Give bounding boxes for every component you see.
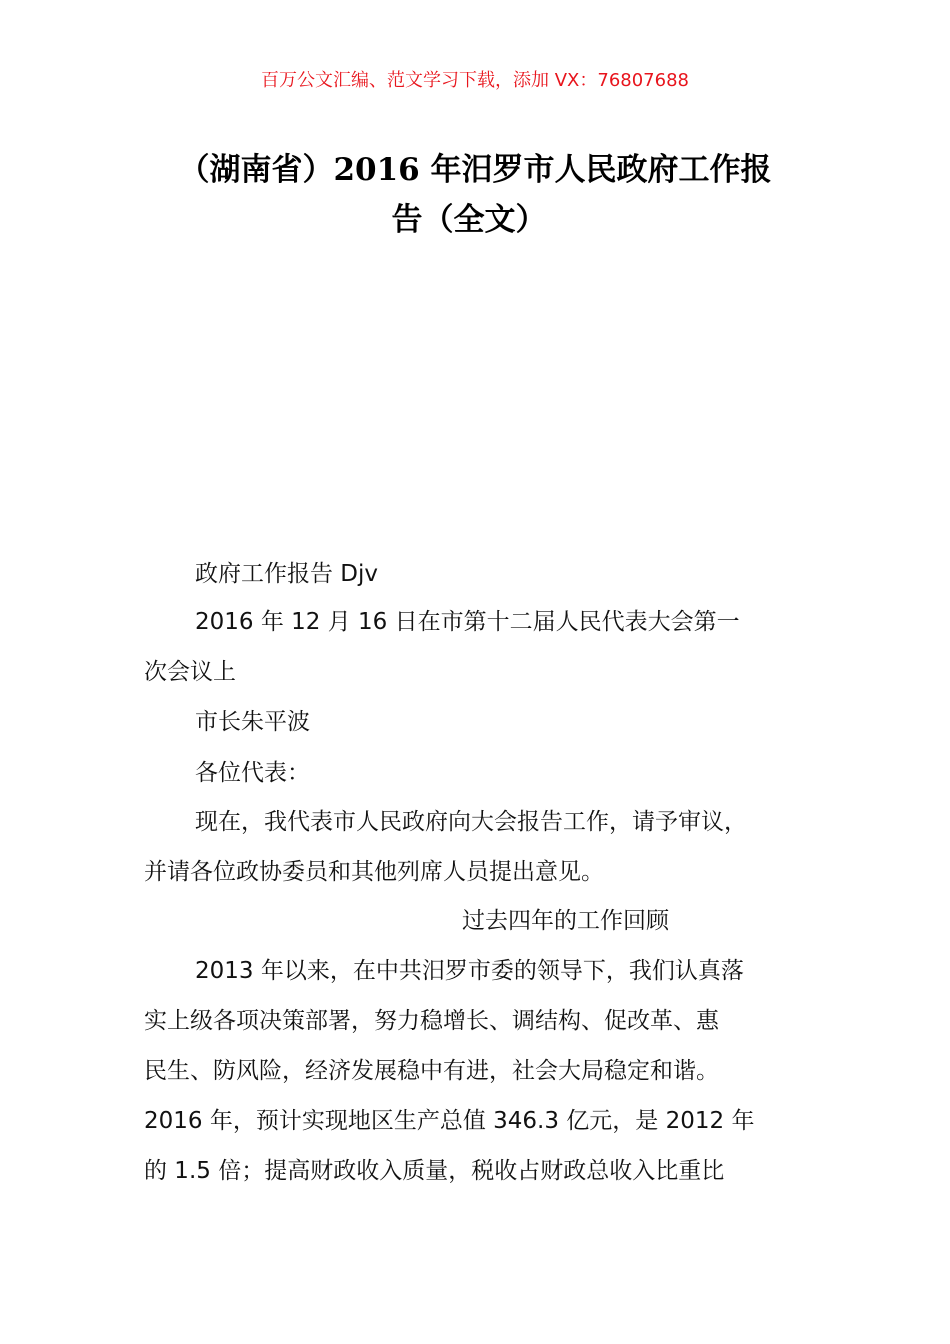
paragraph-line: 实上级各项决策部署，努力稳增长、调结构、促改革、惠	[144, 1008, 719, 1034]
paragraph-line: 现在，我代表市人民政府向大会报告工作，请予审议，	[195, 809, 747, 835]
header-banner: 百万公文汇编、范文学习下载，添加 VX：76807688	[261, 70, 689, 91]
section-heading: 过去四年的工作回顾	[462, 908, 669, 934]
document-title-line-2: 告（全文）	[391, 202, 547, 238]
paragraph-line: 2013 年以来，在中共汨罗市委的领导下，我们认真落	[195, 958, 744, 984]
speaker-line: 市长朱平波	[195, 709, 310, 735]
paragraph-line: 的 1.5 倍；提高财政收入质量，税收占财政总收入比重比	[144, 1158, 725, 1184]
meeting-date-line-cont: 次会议上	[144, 659, 236, 685]
salutation: 各位代表：	[195, 760, 310, 786]
paragraph-line: 2016 年，预计实现地区生产总值 346.3 亿元，是 2012 年	[144, 1108, 755, 1134]
meeting-date-line: 2016 年 12 月 16 日在市第十二届人民代表大会第一	[195, 609, 740, 635]
paragraph-line: 并请各位政协委员和其他列席人员提出意见。	[144, 859, 604, 885]
document-title-line-1: （湖南省）2016 年汨罗市人民政府工作报	[178, 152, 772, 188]
report-subtitle: 政府工作报告 Djv	[195, 561, 379, 587]
paragraph-line: 民生、防风险，经济发展稳中有进，社会大局稳定和谐。	[144, 1058, 719, 1084]
